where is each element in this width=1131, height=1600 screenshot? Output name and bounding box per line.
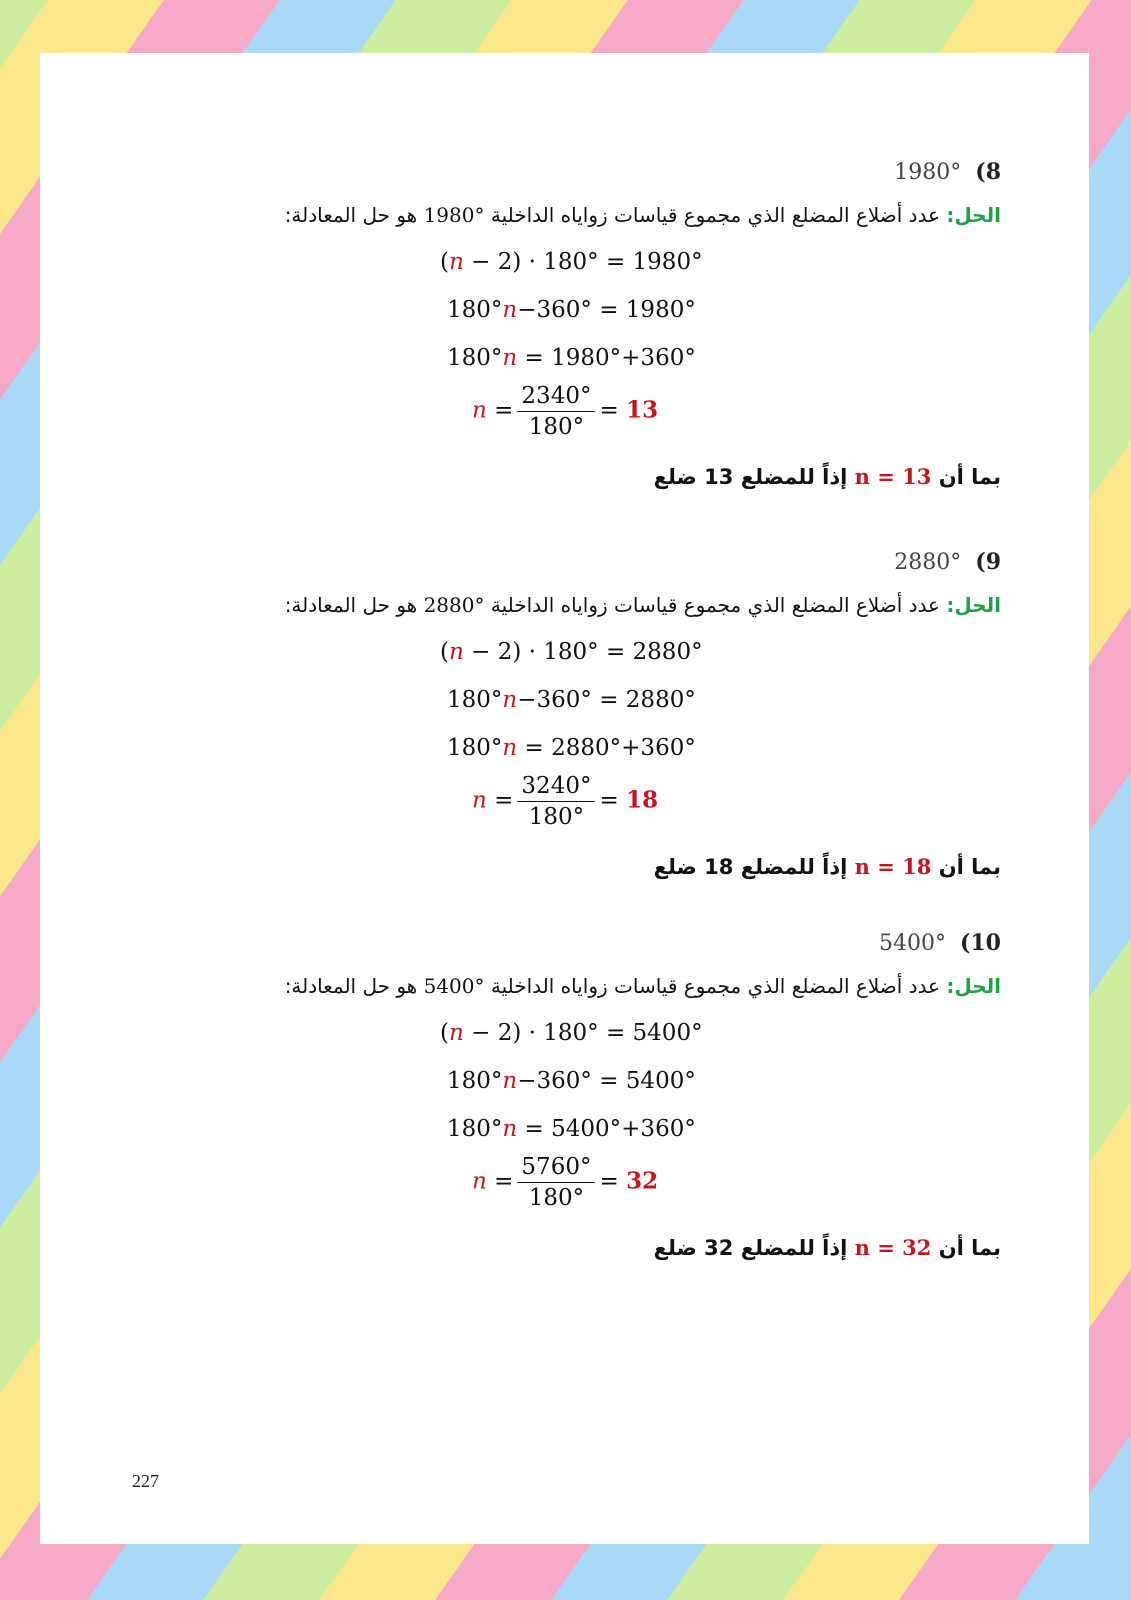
equation-4 (472, 383, 658, 440)
problem-angle: 2880° (894, 550, 962, 575)
eq-part: = (486, 787, 514, 814)
equation-3 (447, 345, 696, 371)
equation-4 (472, 1154, 658, 1211)
fraction (517, 383, 595, 440)
eq-part: 180° (447, 297, 503, 323)
equation-4 (472, 773, 658, 830)
conclusion-text: بما أن (938, 855, 1001, 879)
eq-part: ( (440, 639, 449, 665)
fraction-denominator: 180° (528, 804, 585, 830)
eq-result: 18 (626, 786, 659, 814)
eq-part: = (599, 787, 627, 814)
eq-variable: n (472, 1168, 487, 1195)
conclusion-math: n = 32 (854, 1235, 932, 1260)
eq-result: 13 (626, 396, 659, 424)
equation-3 (447, 735, 696, 761)
problem-angle: 5400° (878, 931, 946, 956)
solution-line (285, 974, 1001, 998)
conclusion (654, 464, 1001, 489)
fraction-denominator: 180° (528, 414, 585, 440)
eq-part: = 2880°+360° (517, 735, 696, 761)
fraction-numerator: 5760° (517, 1154, 595, 1183)
eq-variable: n (472, 397, 487, 424)
fraction-numerator: 3240° (517, 773, 595, 802)
eq-result: 32 (626, 1167, 659, 1195)
solution-text-before: عدد أضلاع المضلع الذي مجموع قياسات زواياه الداخلية (490, 974, 940, 998)
problem-heading (894, 549, 1001, 575)
eq-part: − 2) · 180° = 2880° (463, 639, 703, 665)
solution-text-after: هو حل المعادلة: (284, 203, 418, 227)
eq-part: = (486, 1168, 514, 1195)
fraction-denominator: 180° (528, 1185, 585, 1211)
equation-2 (447, 687, 696, 713)
eq-part: − 2) · 180° = 5400° (463, 1020, 703, 1046)
eq-part: − 2) · 180° = 1980° (463, 249, 703, 275)
eq-part: ( (440, 249, 449, 275)
problem-angle: 1980° (894, 160, 962, 185)
page-sheet (40, 53, 1089, 1544)
conclusion-text: بما أن (938, 465, 1001, 489)
conclusion-math: n = 13 (854, 464, 932, 489)
conclusion (654, 1235, 1001, 1260)
eq-part: −360° = 1980° (517, 297, 696, 323)
eq-variable: n (502, 735, 518, 761)
problem-heading (894, 159, 1001, 185)
solution-line (285, 203, 1001, 227)
eq-variable: n (448, 1020, 464, 1046)
problem-number: (10 (959, 930, 1001, 956)
eq-part: −360° = 2880° (517, 687, 696, 713)
conclusion-text: إذاً للمضلع 18 ضلع (653, 855, 848, 879)
problem-number: (8 (975, 159, 1001, 185)
eq-variable: n (502, 345, 518, 371)
eq-part: 180° (447, 687, 503, 713)
equation-2 (447, 297, 696, 323)
eq-part: 180° (447, 735, 503, 761)
eq-part: ( (440, 1020, 449, 1046)
equation-1 (440, 1020, 703, 1046)
solution-text-before: عدد أضلاع المضلع الذي مجموع قياسات زواياه الداخلية (490, 593, 940, 617)
eq-part: 180° (447, 1116, 503, 1142)
eq-part: 180° (447, 345, 503, 371)
eq-variable: n (472, 787, 487, 814)
eq-variable: n (502, 1116, 518, 1142)
page-number: 227 (132, 1471, 159, 1491)
eq-part: = (486, 397, 514, 424)
solution-text-before: عدد أضلاع المضلع الذي مجموع قياسات زواياه الداخلية (490, 203, 940, 227)
solution-label: الحل: (946, 203, 1001, 227)
solution-text-after: هو حل المعادلة: (284, 974, 418, 998)
problem-number: (9 (975, 549, 1001, 575)
equation-1 (440, 249, 703, 275)
solution-text-after: هو حل المعادلة: (284, 593, 418, 617)
eq-variable: n (502, 1068, 518, 1094)
conclusion (654, 854, 1001, 879)
solution-line (285, 593, 1001, 617)
eq-part: −360° = 5400° (517, 1068, 696, 1094)
eq-part: 180° (447, 1068, 503, 1094)
eq-variable: n (502, 297, 518, 323)
conclusion-text: إذاً للمضلع 32 ضلع (653, 1236, 848, 1260)
equation-1 (440, 639, 703, 665)
fraction (517, 1154, 595, 1211)
solution-label: الحل: (946, 593, 1001, 617)
eq-part: = 1980°+360° (517, 345, 696, 371)
solution-angle: 5400° (423, 974, 485, 998)
solution-label: الحل: (946, 974, 1001, 998)
eq-variable: n (502, 687, 518, 713)
eq-part: = 5400°+360° (517, 1116, 696, 1142)
conclusion-text: إذاً للمضلع 13 ضلع (653, 465, 848, 489)
conclusion-text: بما أن (938, 1236, 1001, 1260)
solution-angle: 1980° (423, 203, 485, 227)
problem-heading (879, 930, 1001, 956)
solution-angle: 2880° (423, 593, 485, 617)
equation-3 (447, 1116, 696, 1142)
equation-2 (447, 1068, 696, 1094)
eq-part: = (599, 1168, 627, 1195)
eq-variable: n (448, 249, 464, 275)
eq-variable: n (448, 639, 464, 665)
eq-part: = (599, 397, 627, 424)
fraction (517, 773, 595, 830)
fraction-numerator: 2340° (517, 383, 595, 412)
conclusion-math: n = 18 (854, 854, 932, 879)
